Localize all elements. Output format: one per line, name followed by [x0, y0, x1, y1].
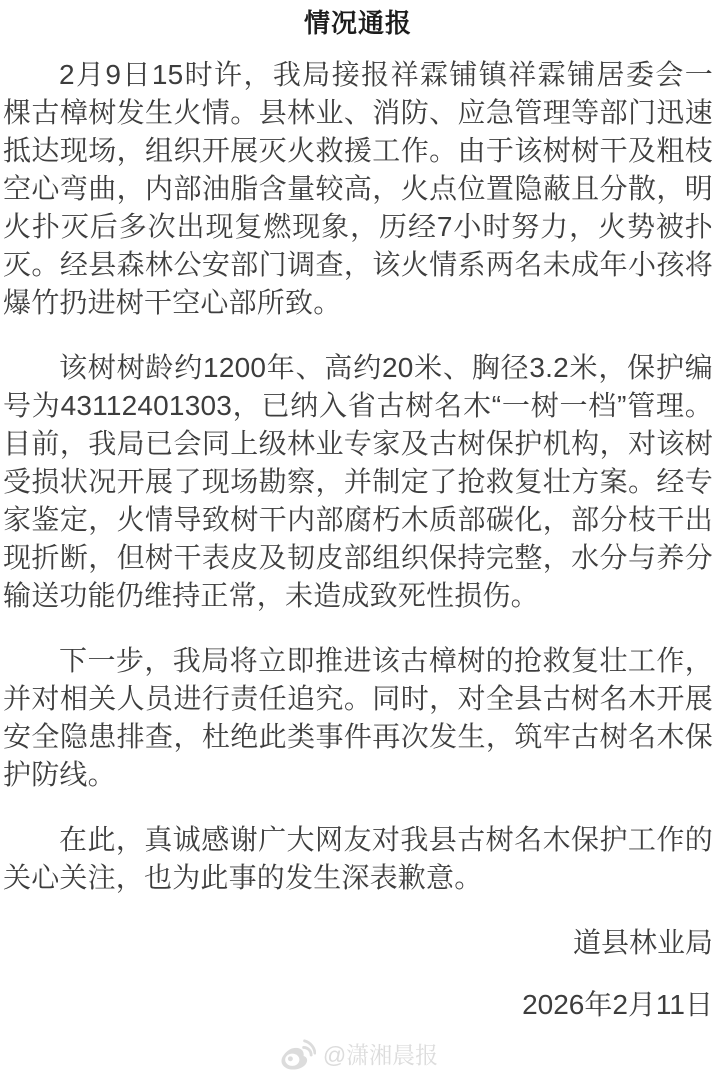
notice-paragraph-next-steps: 下一步，我局将立即推进该古樟树的抢救复壮工作，并对相关人员进行责任追究。同时，对全县古树名木开展安全隐患排查，杜绝此类事件再次发生，筑牢古树名木保护防线。	[3, 645, 713, 790]
notice-paragraph-incident: 2月9日15时许，我局接报祥霖铺镇祥霖铺居委会一棵古樟树发生火情。县林业、消防、应急管理等部门迅速抵达现场，组织开展灭火救援工作。由于该树树干及粗枝空心弯曲，内部油脂含量较高，火点位置隐蔽且分散，明火扑灭后多次出现复燃现象，历经7小时努力，火势被扑灭。经县森林公安部门调查，该火情系两名未成年小孩将爆竹扔进树干空心部所致。	[3, 59, 713, 318]
issue-date: 2026年2月11日	[522, 989, 713, 1020]
notice-paragraph-tree-status: 该树树龄约1200年、高约20米、胸径3.2米，保护编号为43112401303，已纳入省古树名木“一树一档”管理。目前，我局已会同上级林业专家及古树保护机构，对该树受损状况开展了现场勘察，并制定了抢救复壮方案。经专家鉴定，火情导致树干内部腐朽木质部碳化，部分枝干出现折断，但树干表皮及韧皮部组织保持完整，水分与养分输送功能仍维持正常，未造成致死性损伤。	[3, 352, 713, 611]
weibo-icon	[278, 1038, 316, 1072]
page-title: 情况通报	[303, 8, 412, 38]
notice-paragraph-apology: 在此，真诚感谢广大网友对我县古树名木保护工作的关心关注，也为此事的发生深表歉意。	[3, 824, 713, 893]
issuer-signature: 道县林业局	[572, 927, 713, 958]
watermark-handle: @潇湘晨报	[322, 1042, 439, 1068]
watermark	[3, 1038, 713, 1072]
